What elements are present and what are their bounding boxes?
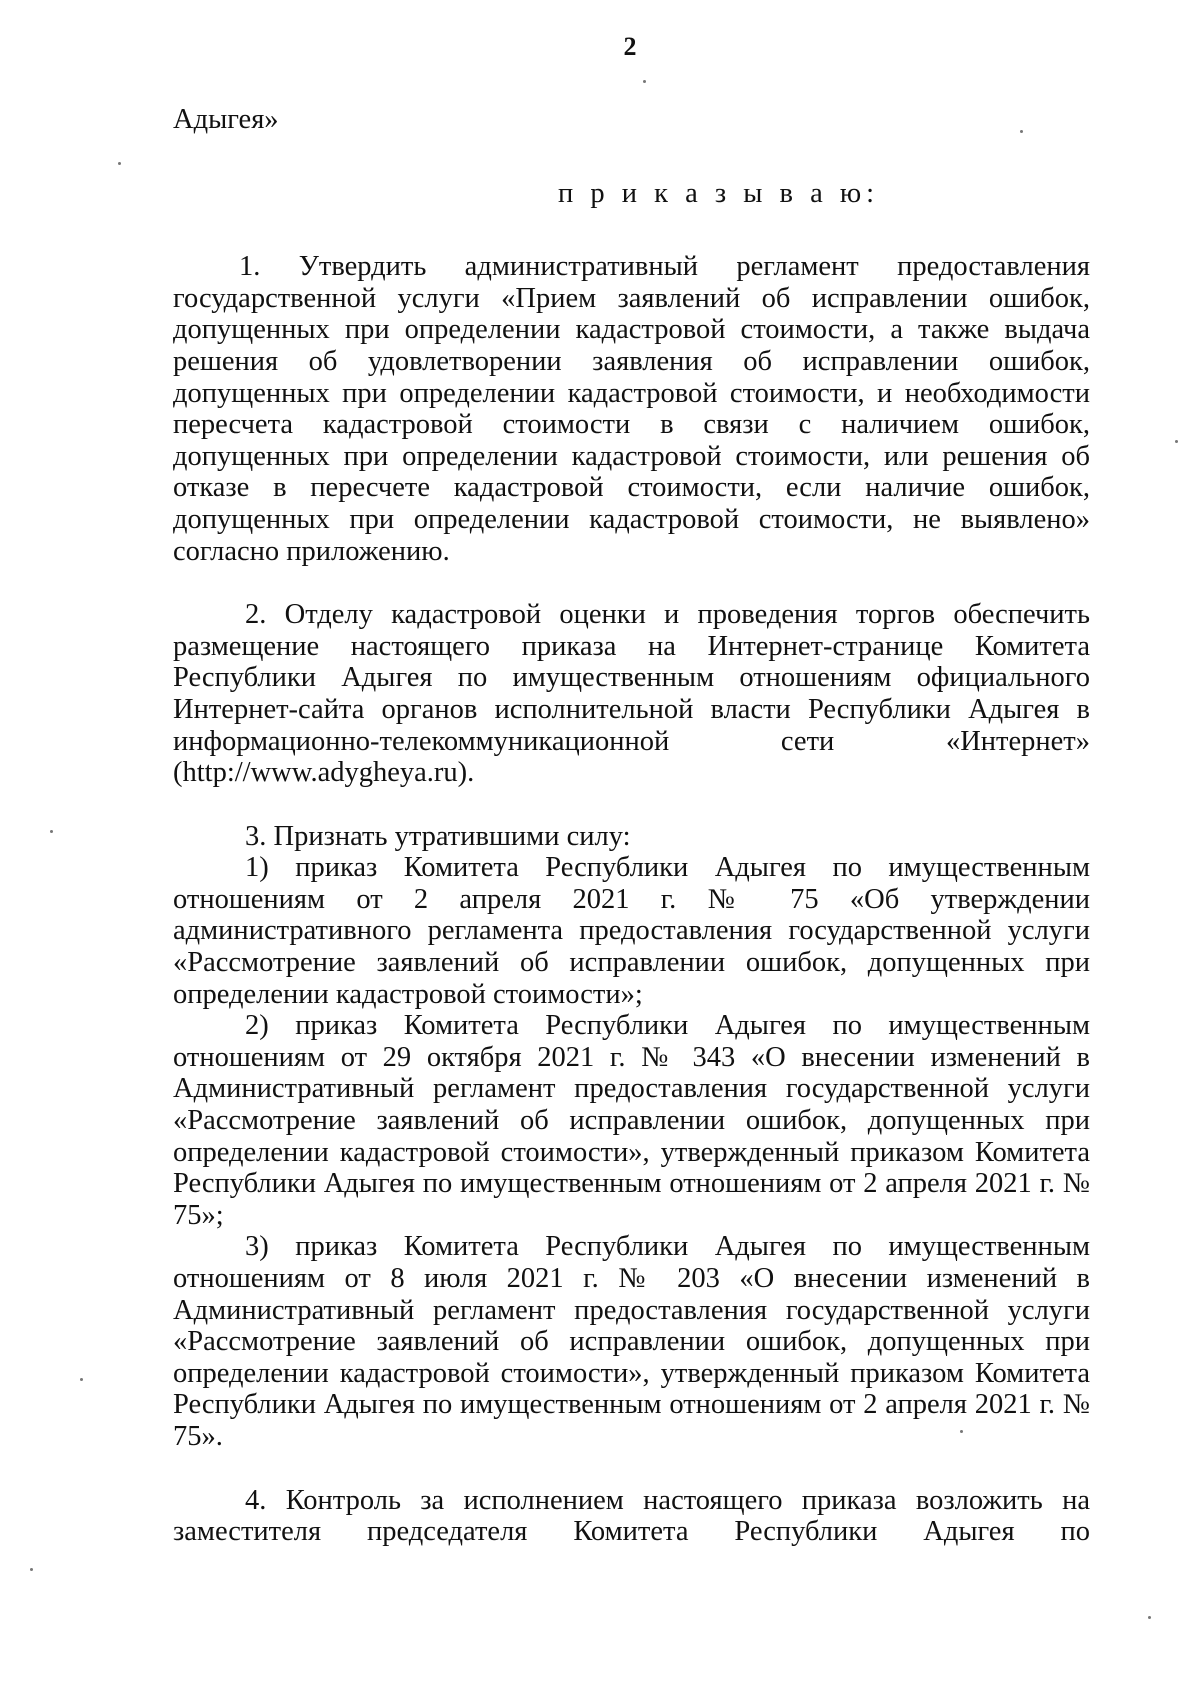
scan-speck: [1020, 130, 1023, 133]
clause-4-line: заместителя председателя Комитета Республики Адыгея по: [173, 1516, 1090, 1548]
clause-1-line: 1. Утвердить административный регламент предоставления: [239, 251, 1090, 283]
clause-3-item-2: [173, 1010, 1090, 1231]
clause-1-line: допущенных при определении кадастровой стоимости, или решения об: [173, 440, 1090, 472]
order-heading: п р и к а з ы в а ю:: [558, 177, 880, 209]
clause-3-item-line: определении кадастровой стоимости»;: [173, 978, 643, 1010]
clause-1-line: государственной услуги «Прием заявлений об исправлении ошибок,: [173, 282, 1090, 314]
clause-3-item-line: 2) приказ Комитета Республики Адыгея по имущественным: [245, 1010, 1090, 1042]
clause-3-item-line: отношениям от 2 апреля 2021 г. № 75 «Об утверждении: [173, 883, 1090, 915]
clause-3: [173, 821, 1090, 1453]
clause-3-item-line: 75».: [173, 1420, 223, 1452]
scan-speck: [118, 162, 121, 165]
clause-2-line: Республики Адыгея по имущественным отношениям официального: [173, 662, 1090, 694]
clause-4: [173, 1485, 1090, 1548]
clause-3-item-3: [173, 1231, 1090, 1452]
scan-speck: [960, 1430, 963, 1433]
clause-3-item-1: [173, 852, 1090, 1010]
clause-3-item-line: 3) приказ Комитета Республики Адыгея по имущественным: [245, 1231, 1090, 1263]
scan-speck: [1148, 1616, 1151, 1619]
clause-1-line: отказе в пересчете кадастровой стоимости, если наличие ошибок,: [173, 472, 1090, 504]
intro-line: Адыгея»: [173, 104, 279, 135]
scan-speck: [50, 830, 53, 833]
scan-speck: [80, 1378, 83, 1381]
clause-3-item-line: административного регламента предоставления государственной услуги: [173, 915, 1090, 947]
clause-3-item-line: 1) приказ Комитета Республики Адыгея по имущественным: [245, 852, 1090, 884]
clause-3-item-line: «Рассмотрение заявлений об исправлении ошибок, допущенных при: [173, 947, 1090, 979]
clause-3-item-line: определении кадастровой стоимости», утвержденный приказом Комитета: [173, 1136, 1090, 1168]
clause-3-item-line: определении кадастровой стоимости», утвержденный приказом Комитета: [173, 1357, 1090, 1389]
clause-2-line: размещение настоящего приказа на Интернет-странице Комитета: [173, 630, 1090, 662]
page-number: 2: [623, 32, 637, 61]
clause-2-line: 2. Отделу кадастровой оценки и проведения торгов обеспечить: [245, 599, 1090, 631]
scan-speck: [643, 80, 646, 83]
document-body: [173, 104, 1090, 1548]
clause-3-item-line: 75»;: [173, 1199, 224, 1231]
clause-1-line: согласно приложению.: [173, 535, 450, 567]
clause-3-item-line: отношениям от 8 июля 2021 г. № 203 «О внесении изменений в: [173, 1263, 1090, 1294]
clause-3-item-line: Республики Адыгея по имущественным отношениям от 2 апреля 2021 г. №: [173, 1389, 1090, 1421]
clause-3-item-line: Административный регламент предоставления государственной услуги: [173, 1294, 1090, 1326]
clause-2-line: (http://www.adygheya.ru).: [173, 757, 475, 789]
clause-1-line: допущенных при определении кадастровой стоимости, а также выдача: [173, 314, 1090, 346]
clause-1: [173, 251, 1090, 567]
clause-3-item-line: отношениям от 29 октября 2021 г. № 343 «О внесении изменений в: [173, 1041, 1090, 1073]
clause-2: [173, 599, 1090, 789]
clause-3-item-line: Республики Адыгея по имущественным отношениям от 2 апреля 2021 г. №: [173, 1168, 1090, 1200]
clause-1-line: пересчета кадастровой стоимости в связи с наличием ошибок,: [173, 409, 1090, 441]
clause-4-line: 4. Контроль за исполнением настоящего приказа возложить на: [245, 1484, 1090, 1516]
clause-1-line: допущенных при определении кадастровой стоимости, не выявлено»: [173, 503, 1090, 535]
clause-1-line: допущенных при определении кадастровой стоимости, и необходимости: [173, 377, 1090, 409]
scan-speck: [1175, 440, 1178, 443]
clause-3-title: 3. Признать утратившими силу:: [245, 820, 631, 852]
clause-3-item-line: Административный регламент предоставления государственной услуги: [173, 1073, 1090, 1105]
clause-2-line: информационно-телекоммуникационной сети «Интернет»: [173, 725, 1090, 757]
clause-3-item-line: «Рассмотрение заявлений об исправлении ошибок, допущенных при: [173, 1105, 1090, 1137]
clause-3-item-line: «Рассмотрение заявлений об исправлении ошибок, допущенных при: [173, 1326, 1090, 1358]
clause-2-line: Интернет-сайта органов исполнительной власти Республики Адыгея в: [173, 693, 1090, 725]
scan-speck: [30, 1568, 33, 1571]
clause-1-line: решения об удовлетворении заявления об исправлении ошибок,: [173, 345, 1090, 377]
